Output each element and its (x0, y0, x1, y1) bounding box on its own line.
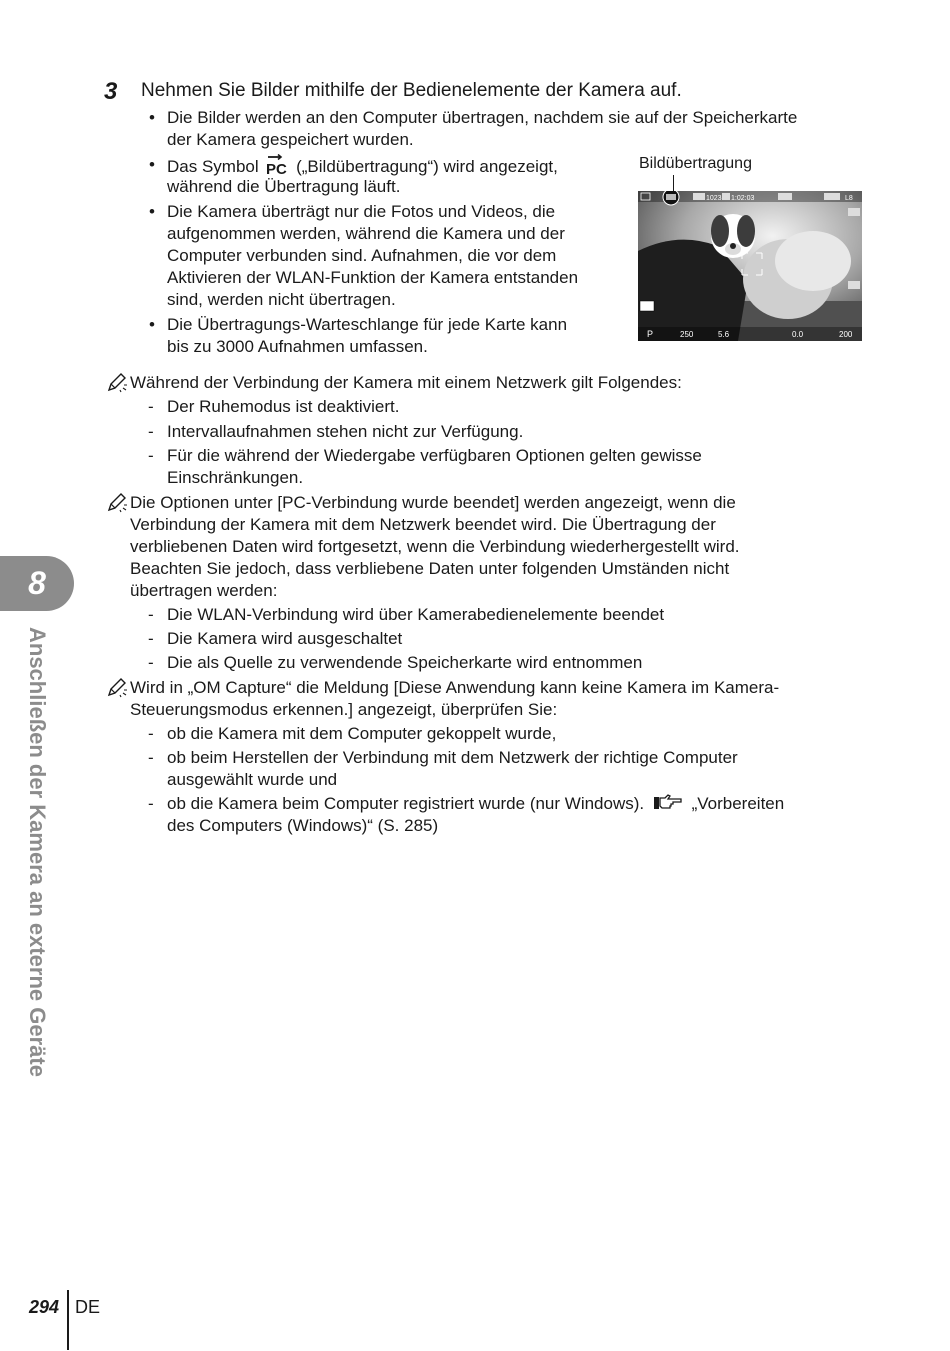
figure-caption: Bildübertragung (639, 155, 752, 172)
bullet-3-line-3: Computer verbunden sind. Aufnahmen, die vor dem (167, 246, 557, 265)
bullet-4-line-1: Die Übertragungs-Warteschlange für jede Karte kann (167, 315, 568, 334)
note-2-line-2: Verbindung der Kamera mit dem Netzwerk beendet wird. Die Übertragung der (130, 515, 716, 534)
footer-divider (67, 1290, 69, 1350)
chapter-number: 8 (28, 565, 46, 601)
dash-marker: - (148, 446, 154, 465)
bullet-marker: • (149, 315, 155, 334)
dash-marker: - (148, 653, 154, 672)
bullet-3-line-1: Die Kamera überträgt nur die Fotos und Videos, die (167, 202, 556, 221)
language-code: DE (75, 1297, 101, 1317)
bullet-2-text-post: („Bildübertragung“) wird angezeigt, (296, 157, 558, 176)
chapter-title: Anschließen der Kamera an externe Geräte (25, 627, 50, 1077)
note-3-dash-3-post: „Vorbereiten (691, 794, 785, 813)
step-number: 3 (104, 78, 118, 105)
hud-mode: P (647, 329, 654, 339)
camera-photo (638, 191, 862, 341)
bullet-2-line-2: während die Übertragung läuft. (167, 177, 401, 196)
bullet-marker: • (149, 202, 155, 221)
bullet-marker: • (149, 108, 155, 127)
bullet-marker: • (149, 155, 155, 174)
note-2-line-4: Beachten Sie jedoch, dass verbliebene Daten unter folgenden Umständen nicht (130, 559, 730, 578)
hud-quality: L8 (845, 195, 853, 202)
hud-shutter: 250 (680, 330, 694, 339)
note-1-dash-1: Der Ruhemodus ist deaktiviert. (167, 397, 400, 416)
bullet-3-line-4: Aktivieren der WLAN-Funktion der Kamera entstanden (167, 268, 579, 287)
step-title: Nehmen Sie Bilder mithilfe der Bedienelemente der Kamera auf. (141, 80, 682, 101)
dash-marker: - (148, 422, 154, 441)
bullet-4-line-2: bis zu 3000 Aufnahmen umfassen. (167, 337, 428, 356)
note-3-dash-3-pre: ob die Kamera beim Computer registriert wurde (nur Windows). (167, 794, 645, 813)
note-2-line-1: Die Optionen unter [PC-Verbindung wurde beendet] werden angezeigt, wenn die (130, 493, 736, 512)
dash-marker: - (148, 748, 154, 767)
dash-marker: - (148, 605, 154, 624)
bullet-3-line-5: sind, werden nicht übertragen. (167, 290, 396, 309)
bullet-2-text-pre: Das Symbol (167, 157, 259, 176)
note-2-line-3: verbliebenen Daten wird fortgesetzt, wenn die Verbindung wiederhergestellt wird. (130, 537, 740, 556)
note-2-dash-3: Die als Quelle zu verwendende Speicherkarte wird entnommen (167, 653, 643, 672)
dash-marker: - (148, 629, 154, 648)
note-3-dash-1: ob die Kamera mit dem Computer gekoppelt wurde, (167, 724, 557, 743)
bullet-3-line-2: aufgenommen werden, während die Kamera und der (167, 224, 565, 243)
dash-marker: - (148, 397, 154, 416)
hud-frames: 1023 (706, 195, 722, 202)
note-1-dash-3-line-2: Einschränkungen. (167, 468, 304, 487)
dash-marker: - (148, 794, 154, 813)
note-2-line-5: übertragen werden: (130, 581, 278, 600)
page-number: 294 (29, 1297, 60, 1317)
note-3-line-2: Steuerungsmodus erkennen.] angezeigt, überprüfen Sie: (130, 700, 558, 719)
hud-iso: 200 (839, 330, 853, 339)
note-1-dash-2: Intervallaufnahmen stehen nicht zur Verfügung. (167, 422, 524, 441)
note-pen-icon (106, 371, 128, 393)
bullet-1-line-2: der Kamera gespeichert wurden. (167, 130, 414, 149)
hud-time: 1:02:03 (731, 195, 755, 202)
note-1-line-1: Während der Verbindung der Kamera mit einem Netzwerk gilt Folgendes: (130, 373, 682, 392)
note-2-dash-1: Die WLAN-Verbindung wird über Kamerabedienelemente beendet (167, 605, 665, 624)
note-pen-icon (106, 676, 128, 698)
svg-text:PC: PC (266, 161, 288, 176)
note-3-line-1: Wird in „OM Capture“ die Meldung [Diese Anwendung kann keine Kamera im Kamera- (130, 678, 780, 697)
note-3-dash-3-line-2: des Computers (Windows)“ (S. 285) (167, 816, 439, 835)
note-2-dash-2: Die Kamera wird ausgeschaltet (167, 629, 403, 648)
note-pen-icon (106, 491, 128, 513)
note-1-dash-3-line-1: Für die während der Wiedergabe verfügbaren Optionen gelten gewisse (167, 446, 702, 465)
hud-exposure: 0.0 (792, 330, 804, 339)
reference-hand-icon (653, 794, 683, 818)
hud-aperture: 5.6 (718, 330, 730, 339)
note-3-dash-2-line-2: ausgewählt wurde und (167, 770, 338, 789)
note-3-dash-2-line-1: ob beim Herstellen der Verbindung mit dem Netzwerk der richtige Computer (167, 748, 738, 767)
camera-screen (638, 191, 862, 341)
bullet-1-line-1: Die Bilder werden an den Computer übertragen, nachdem sie auf der Speicherkarte (167, 108, 798, 127)
dash-marker: - (148, 724, 154, 743)
